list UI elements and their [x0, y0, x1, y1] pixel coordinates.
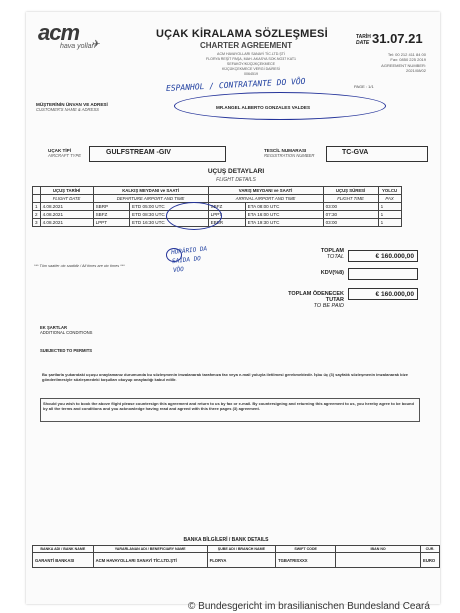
bank-details-title: BANKA BİLGİLERİ / BANK DETAILS	[183, 537, 269, 543]
table-header-row	[33, 187, 402, 195]
aircraft-label-tr: UÇAK TİPİ	[48, 148, 71, 153]
handwritten-departure-note: HORÁRIO DA SAÍDA DO VÔO	[170, 245, 208, 275]
col-header: ŞUBE ADI / BRANCH NAME	[207, 546, 275, 553]
acm-logo: acm	[38, 20, 80, 45]
date-label-en: DATE	[356, 40, 370, 46]
col-header: UÇUŞ SÜRESİ	[323, 187, 378, 195]
total-label-en: TOTAL	[326, 254, 344, 260]
date-label	[356, 34, 371, 46]
currency: EURO	[421, 553, 440, 568]
table-header-row	[33, 546, 440, 553]
contact-line: Tel: 00 212 411 84 00	[387, 52, 426, 57]
iban-no	[336, 553, 421, 568]
departure-airport: LPPT	[93, 219, 129, 227]
arrival-time: ETA 08:00 UTC	[245, 203, 323, 211]
col-header: UÇUŞ TARİHİ	[40, 187, 93, 195]
bank-table	[32, 545, 440, 568]
departure-time: ETD 16:30 UTC	[130, 219, 209, 227]
flight-details-subtitle: FLIGHT DETAILS	[216, 177, 256, 183]
conditions-paragraph-tr: Bu şartlarla yukarıdaki uçuşu onaylamanız durumunda bu sözleşmenin imzalanarak tarafımıza fax veya e-mail yoluyla iletilmesi gerekmektedir. İşbu üç (3) sayfalık sözleşmenin imzalanarak bize gönderilmesiyle sözleşmedeki koşulları okuyup onayladığı kabul edilir.	[42, 372, 408, 383]
col-header: KALKIŞ MEYDANI ve SAATİ	[93, 187, 208, 195]
col-header: YARARLANAN ADI / BENEFICIARY NAME	[93, 546, 207, 553]
page-number: PAGE : 1/1	[354, 84, 374, 89]
departure-time-circle-mark	[166, 202, 222, 230]
contact-info	[376, 52, 426, 74]
col-header: IBAN NO	[336, 546, 421, 553]
col-header: CUR.	[421, 546, 440, 553]
additional-conditions-tr: EK ŞARTLAR	[40, 325, 67, 330]
aircraft-type: GULFSTREAM -GIV	[106, 149, 171, 156]
flight-time: 03:00	[323, 219, 378, 227]
vat-amount	[348, 268, 418, 280]
registration-label	[264, 148, 314, 158]
amount-due: € 160.000,00	[348, 288, 418, 300]
flight-time: 03:00	[323, 203, 378, 211]
col-subheader: PAX	[378, 195, 401, 203]
departure-time: ETD 05:00 UTC	[130, 203, 209, 211]
flight-time: 07:30	[323, 211, 378, 219]
col-header: YOLCU	[378, 187, 401, 195]
amount-due-label-en: TO BE PAID	[313, 303, 344, 309]
aircraft-label-en: AIRCRAFT TYPE	[48, 153, 82, 159]
arrival-time: ETA 16:00 UTC	[245, 211, 323, 219]
branch-name: FLORYA	[207, 553, 275, 568]
page-subtitle: CHARTER AGREEMENT	[200, 41, 293, 50]
flight-date: 4.08.2021	[40, 219, 93, 227]
agreement-date: 31.07.21	[372, 31, 423, 46]
col-header: VARIŞ MEYDANI ve SAATİ	[208, 187, 323, 195]
contact-line: AGREEMENT NUMBER:	[381, 62, 426, 68]
contact-line: 2021/08/02	[405, 68, 426, 74]
departure-airport: SBFZ	[93, 211, 129, 219]
total-amount: € 160.000,00	[348, 250, 418, 262]
arrival-airport: EBBR	[208, 219, 245, 227]
col-subheader: DEPARTURE AIRPORT AND TIME	[93, 195, 208, 203]
registration-label-tr: TESCİL NUMARASI	[264, 148, 307, 153]
conditions-paragraph-en: Should you wish to book the above flight please countersign this agreement and return to us by fax or e-mail. By countersigning and returning this agreement to us, you hereby agree to be bound by all the terms and conditions and you acknowledge having read and agreed with this three pages (3) agreement.	[40, 398, 420, 422]
aircraft-label	[48, 148, 81, 158]
col-subheader	[33, 195, 41, 203]
arrival-time: ETA 19:30 UTC	[245, 219, 323, 227]
photo-credit: © Bundesgericht im brasilianischen Bundesland Ceará	[188, 601, 430, 612]
logo-subtitle: hava yolları	[60, 43, 96, 50]
table-row	[33, 553, 440, 568]
permits-note: SUBJECTED TO PERMITS	[40, 348, 93, 353]
plane-icon: ✈	[92, 39, 101, 50]
customer-label-en: CUSTOMER'S NAME & ADRESS	[36, 107, 99, 113]
departure-time: ETD 08:30 UTC	[130, 211, 209, 219]
additional-conditions-en: ADDITIONAL CONDITIONS	[40, 330, 93, 335]
col-header: SWIFT CODE	[276, 546, 336, 553]
total-label-tr: TOPLAM	[320, 248, 344, 254]
flight-details-title: UÇUŞ DETAYLARI	[207, 168, 265, 175]
customer-label	[36, 102, 108, 112]
arrival-airport: SBFZ	[208, 203, 245, 211]
col-subheader: ARRIVAL AIRPORT AND TIME	[208, 195, 323, 203]
company-line: KÜÇÜKÇEKMECE VERGİ DAİRESİ	[222, 67, 280, 71]
page-title: UÇAK KİRALAMA SÖZLEŞMESİ	[156, 28, 328, 40]
additional-conditions-label	[40, 325, 92, 335]
amount-due-label	[274, 291, 344, 309]
company-address	[176, 52, 326, 77]
registration-number: TC-GVA	[342, 149, 369, 156]
pax: 1	[378, 203, 401, 211]
company-line: FLORYA REŞİT PAŞA, MAH. AKASYA SOK.NO37 KAT1	[205, 57, 297, 61]
arrival-airport: LPPT	[208, 211, 245, 219]
contact-line: Fax: 0850 225 2019	[390, 57, 426, 63]
col-subheader: FLIGHT DATE	[40, 195, 93, 203]
table-subheader-row	[33, 195, 402, 203]
col-subheader: FLIGHT TIME	[323, 195, 378, 203]
amount-due-label-tr: TOPLAM ÖDENECEK TUTAR	[288, 291, 344, 303]
row-number: 1	[33, 203, 41, 211]
company-line: ACM HAVAYOLLARI SANAYİ TİC.LTD.ŞTİ	[217, 52, 285, 56]
registration-label-en: REGISTRATION NUMBER	[264, 153, 315, 159]
col-header	[33, 187, 41, 195]
vat-label: KDV(%8)	[320, 270, 344, 276]
customer-label-tr: MÜŞTERİNİN ÜNVAN VE ADRESİ	[36, 102, 108, 107]
beneficiary-name: ACM HAVAYOLLARI SANAYİ TİC.LTD.ŞTİ	[93, 553, 207, 568]
flight-date: 4.08.2021	[40, 211, 93, 219]
bank-name: GARANTİ BANKASI	[33, 553, 94, 568]
company-line: SEFAKÖY/KÜÇÜKÇEKMECE	[226, 62, 276, 66]
agreement-page	[26, 12, 440, 604]
customer-name: MR.ANGEL ALBERTO GONZALES VALDES	[216, 105, 311, 110]
col-header: BANKA ADI / BANK NAME	[33, 546, 94, 553]
company-line: 0064519	[244, 72, 258, 76]
date-label-tr: TARİH	[356, 34, 371, 40]
swift-code: TGBATRISXXX	[276, 553, 336, 568]
handwritten-customer-note: ESPANHOL / CONTRATANTE DO VÔO	[165, 76, 306, 93]
total-label	[274, 248, 344, 260]
pax: 1	[378, 219, 401, 227]
row-number: 2	[33, 211, 41, 219]
flight-date: 4.08.2021	[40, 203, 93, 211]
utc-note: *** Tüm saatler utc saatidir / All times are utc times ***	[34, 264, 125, 268]
pax: 1	[378, 211, 401, 219]
departure-airport: SBRP	[93, 203, 129, 211]
row-number: 3	[33, 219, 41, 227]
